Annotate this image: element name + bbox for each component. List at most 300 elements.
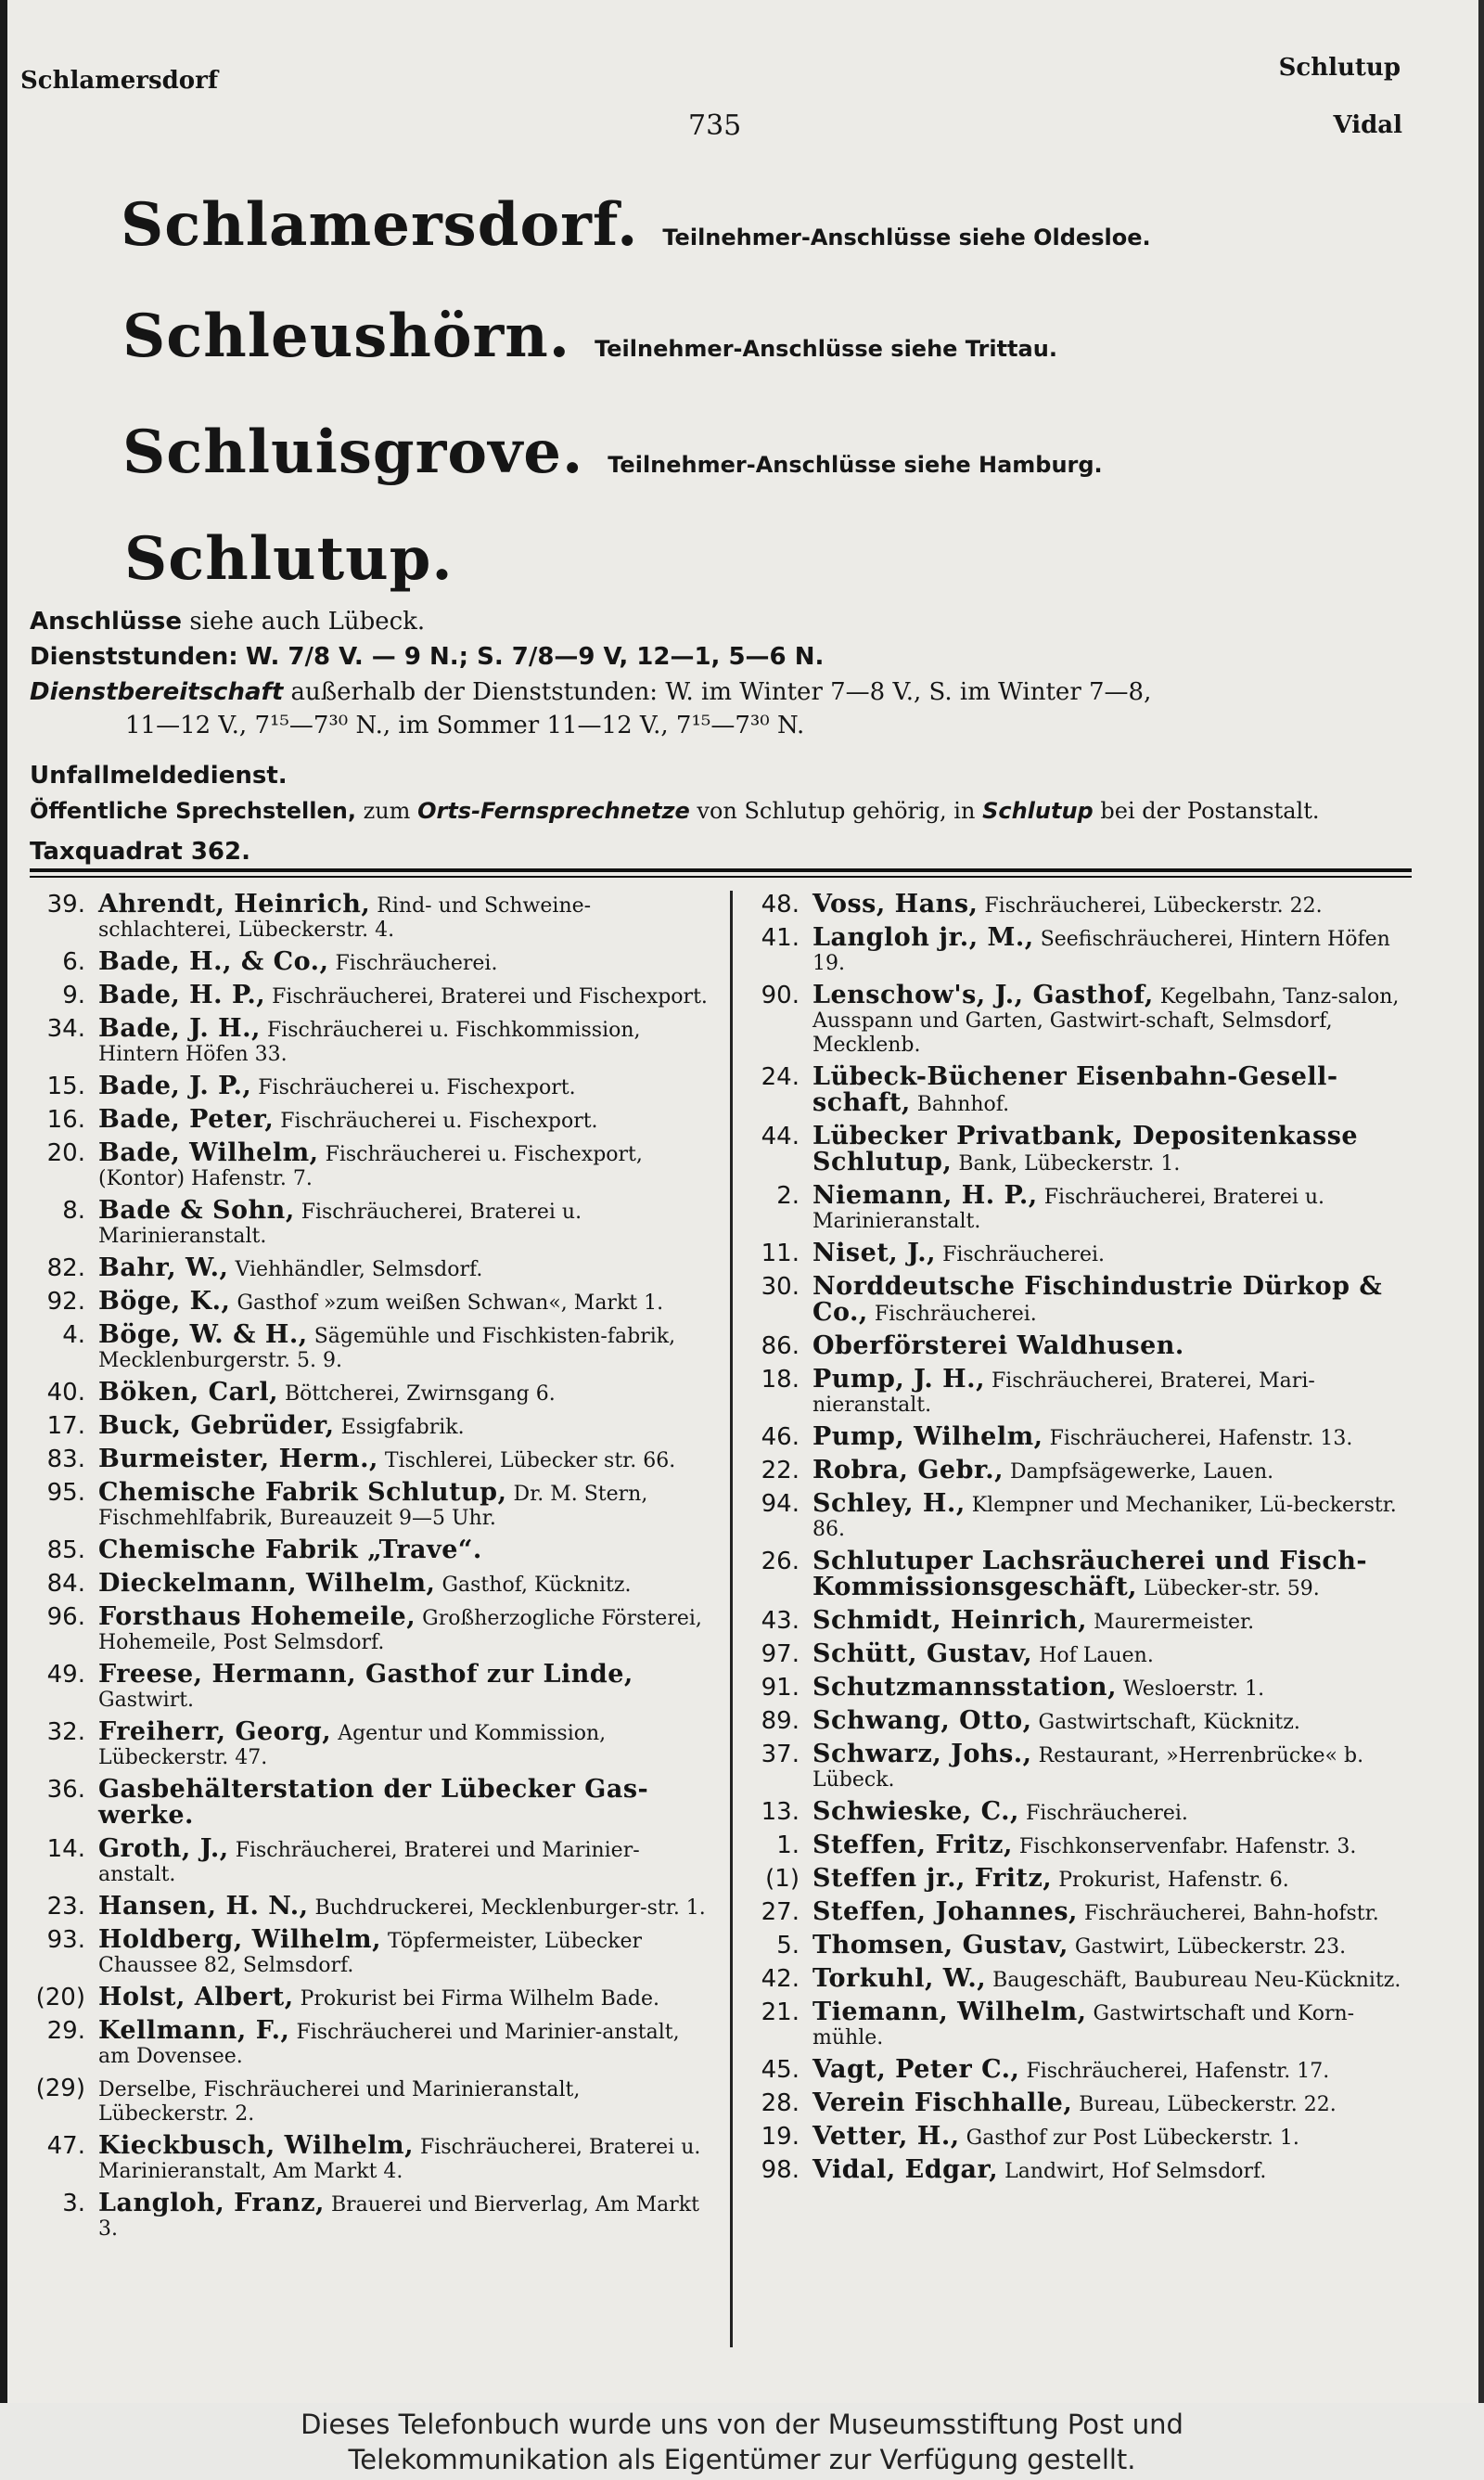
entry-name: Hansen, H. N., [98, 1892, 309, 1921]
page-edge-left [0, 0, 7, 2403]
entry-name: Vidal, Edgar, [812, 2155, 999, 2184]
entry-name: Böge, W. & H., [98, 1320, 308, 1349]
entry-text [98, 1196, 714, 1249]
place-note: Teilnehmer-Anschlüsse siehe Trittau. [595, 336, 1057, 362]
entry-text [812, 1742, 1419, 1793]
entry-description: Fischräucherei, Braterei und Fischexport. [272, 985, 708, 1009]
entry-number: 28. [761, 2089, 800, 2117]
entry-number: 94. [761, 1490, 800, 1518]
entry-text [812, 1864, 1419, 1893]
entry-text [812, 1272, 1419, 1327]
entry-description: Böttcherei, Zwirnsgang 6. [285, 1382, 556, 1406]
info-dienstbereitschaft-continued [125, 709, 1405, 742]
info-anschluesse [30, 605, 1412, 638]
footer-note [0, 2403, 1484, 2480]
entry-text [812, 1241, 1419, 1267]
page-number: 735 [688, 109, 742, 142]
entry-name: Burmeister, Herm., [98, 1445, 378, 1473]
entry-name: Gasbehälterstation der Lübecker Gas-werke. [98, 1775, 649, 1830]
place-name: Schlamersdorf. [121, 190, 639, 260]
entry-text [98, 1834, 714, 1887]
entry-number: 16. [46, 1106, 85, 1134]
directory-entry [28, 1602, 714, 1655]
divider-rule [30, 876, 1412, 878]
entry-number: 93. [46, 1926, 85, 1954]
directory-entry [742, 1706, 1419, 1735]
entry-description: Prokurist bei Firma Wilhelm Bade. [300, 1987, 660, 2011]
info-sprechstellen [30, 794, 1412, 828]
directory-entry [742, 1864, 1419, 1893]
directory-entry [28, 1538, 714, 1564]
info-text: 11—12 V., 7¹⁵—7³⁰ N., im Sommer 11—12 V., 7¹⁵—7³⁰ N. [125, 712, 805, 739]
info-italic: Orts-Fernsprechnetze [417, 798, 690, 824]
directory-entry [742, 2055, 1419, 2084]
directory-entry [28, 1775, 714, 1830]
info-text: außerhalb der Dienststunden: W. im Winter 7—8 V., S. im Winter 7—8, [290, 678, 1152, 706]
entry-text [812, 2088, 1419, 2117]
entry-text [98, 890, 714, 943]
entry-text [98, 1378, 714, 1407]
place-heading [121, 190, 1151, 260]
entry-number: 14. [46, 1835, 85, 1863]
entry-name: Langloh, Franz, [98, 2189, 325, 2217]
entry-number: 1. [776, 1831, 800, 1859]
entry-name: Bade, Wilhelm, [98, 1138, 319, 1167]
entry-description: Agentur und Kommission, Lübeckerstr. 47. [98, 1722, 607, 1769]
entry-name: Schütt, Gustav, [812, 1639, 1033, 1668]
entry-name: Bade, Peter, [98, 1105, 275, 1134]
directory-entry [742, 1931, 1419, 1960]
entry-number: 95. [46, 1479, 85, 1507]
entry-number: 92. [46, 1288, 85, 1316]
entry-number: 42. [761, 1965, 800, 1993]
entry-description: Fischräucherei. [874, 1303, 1037, 1326]
entry-description: Brauerei und Bierverlag, Am Markt 3. [98, 2193, 699, 2241]
footer-line: Telekommunikation als Eigentümer zur Verfügung gestellt. [348, 2444, 1136, 2475]
entry-text [98, 1602, 714, 1655]
entry-description: Gasthof zur Post Lübeckerstr. 1. [966, 2127, 1299, 2150]
directory-entry [28, 1478, 714, 1531]
entry-text [812, 2000, 1419, 2050]
entry-name: Chemische Fabrik Schlutup, [98, 1478, 507, 1507]
entry-name: Langloh jr., M., [812, 923, 1034, 952]
entry-number: 15. [46, 1073, 85, 1100]
entry-name: Pump, Wilhelm, [812, 1422, 1043, 1451]
entry-text [98, 1925, 714, 1978]
entry-description: Prokurist, Hafenstr. 6. [1058, 1869, 1289, 1892]
entry-description: Baugeschäft, Baubureau Neu-Kücknitz. [992, 1969, 1401, 1992]
directory-entry [28, 2076, 714, 2127]
info-dienststunden [30, 640, 1412, 674]
entry-description: Bahnhof. [916, 1093, 1010, 1116]
info-label: Dienststunden: [30, 643, 238, 671]
entry-description: Gastwirtschaft, Kücknitz. [1038, 1711, 1300, 1734]
entry-name: Pump, J. H., [812, 1365, 985, 1394]
entry-name: Oberförsterei Waldhusen. [812, 1331, 1184, 1360]
entry-name: Schlutuper Lachsräucherei und Fisch-Kommissionsgeschäft, [812, 1547, 1368, 1601]
running-head-right-first: Schlutup [1278, 54, 1401, 82]
entry-text [812, 1706, 1419, 1735]
entry-text [98, 1717, 714, 1770]
entry-text [98, 1660, 714, 1713]
entry-text [812, 1331, 1419, 1360]
entry-text [812, 923, 1419, 976]
info-text: bei der Postanstalt. [1100, 798, 1320, 824]
entry-text [98, 2131, 714, 2184]
info-label: Unfallmeldedienst. [30, 762, 288, 790]
directory-entry [28, 1569, 714, 1598]
entry-description: Fischräucherei, Braterei u. Marinieranstalt. [812, 1186, 1325, 1233]
entry-name: Kellmann, F., [98, 2016, 290, 2045]
entry-description: Fischräucherei. [1025, 1802, 1188, 1825]
entry-number: 96. [46, 1603, 85, 1631]
entry-description: Gasthof, Kücknitz. [441, 1574, 632, 1597]
entry-name: Bade, J. H., [98, 1014, 261, 1043]
entry-name: Robra, Gebr., [812, 1456, 1004, 1484]
entry-description: Fischräucherei, Hafenstr. 13. [1049, 1427, 1353, 1450]
entry-description: Buchdruckerei, Mecklenburger-str. 1. [314, 1896, 706, 1920]
info-label: Dienstbereitschaft [30, 678, 284, 706]
entry-text [98, 1014, 714, 1067]
place-name: Schlutup. [124, 524, 454, 594]
directory-entry [28, 1411, 714, 1440]
entry-name: Niemann, H. P., [812, 1181, 1038, 1210]
entry-number: 46. [761, 1423, 800, 1451]
entry-text [98, 1985, 714, 2011]
entry-description: Hof Lauen. [1039, 1644, 1154, 1667]
entry-name: Ahrendt, Heinrich, [98, 890, 371, 919]
entry-description: Klempner und Mechaniker, Lü-beckerstr. 86. [812, 1494, 1397, 1541]
entry-name: Schutzmannsstation, [812, 1673, 1117, 1702]
entry-description: Töpfermeister, Lübecker Chaussee 82, Selmsdorf. [98, 1930, 643, 1977]
info-taxquadrat [30, 835, 1412, 868]
info-italic: Schlutup [982, 798, 1094, 824]
entry-number: 20. [46, 1139, 85, 1167]
entry-number: 18. [761, 1366, 800, 1394]
entry-text [812, 1931, 1419, 1960]
directory-entry [742, 1549, 1419, 1601]
entry-description: Fischräucherei, Braterei, Mari-nieranstalt. [812, 1369, 1315, 1417]
entry-text [812, 1833, 1419, 1859]
entry-text [98, 1105, 714, 1134]
directory-entry [742, 1422, 1419, 1451]
entry-number: 86. [761, 1332, 800, 1360]
entry-text [98, 1569, 714, 1598]
entry-number: 11. [761, 1240, 800, 1267]
directory-entry [742, 2088, 1419, 2117]
directory-column-right [742, 890, 1419, 2191]
entry-text [812, 1639, 1419, 1668]
entry-name: Buck, Gebrüder, [98, 1411, 335, 1440]
directory-entry [742, 1833, 1419, 1859]
entry-description: Fischräucherei, Hafenstr. 17. [1026, 2060, 1330, 2083]
entry-name: Bade & Sohn, [98, 1196, 295, 1225]
directory-entry [742, 1797, 1419, 1826]
entry-description: Sägemühle und Fischkisten-fabrik, Mecklenburgerstr. 5. 9. [98, 1325, 676, 1372]
directory-entry [28, 983, 714, 1009]
entry-name: Chemische Fabrik „Trave“. [98, 1536, 482, 1564]
entry-name: Schwieske, C., [812, 1797, 1019, 1826]
entry-text [812, 1549, 1419, 1601]
entry-number: 43. [761, 1607, 800, 1635]
entry-description: Fischräucherei u. Fischkommission, Hintern Höfen 33. [98, 1019, 641, 1066]
directory-entry [742, 1897, 1419, 1926]
info-text: von Schlutup gehörig, in [697, 798, 976, 824]
entry-name: Freese, Hermann, Gasthof zur Linde, [98, 1660, 633, 1689]
entry-text [812, 2122, 1419, 2151]
entry-number: 23. [46, 1893, 85, 1921]
entry-number: 83. [46, 1446, 85, 1473]
entry-number: 91. [761, 1674, 800, 1702]
place-note: Teilnehmer-Anschlüsse siehe Oldesloe. [662, 225, 1151, 251]
directory-entry [742, 2155, 1419, 2184]
entry-description: Fischräucherei, Bahn-hofstr. [1083, 1902, 1379, 1925]
entry-text [98, 2016, 714, 2069]
entry-description: Bureau, Lübeckerstr. 22. [1079, 2093, 1337, 2116]
entry-name: Torkuhl, W., [812, 1964, 987, 1993]
directory-entry [28, 1660, 714, 1713]
entry-name: Vetter, H., [812, 2122, 960, 2151]
directory-entry [28, 2016, 714, 2069]
entry-number: 2. [776, 1182, 800, 1210]
entry-number: 84. [46, 1570, 85, 1598]
entry-description: Bank, Lübeckerstr. 1. [958, 1152, 1181, 1176]
entry-description: Seefischräucherei, Hintern Höfen 19. [812, 928, 1390, 975]
entry-name: Holst, Albert, [98, 1983, 294, 2011]
entry-name: Verein Fischhalle, [812, 2088, 1073, 2117]
entry-description: Fischräucherei, Braterei und Marinier-anstalt. [98, 1839, 640, 1886]
directory-entry [742, 890, 1419, 919]
footer-line: Dieses Telefonbuch wurde uns von der Museumsstiftung Post und [301, 2409, 1183, 2440]
place-note: Teilnehmer-Anschlüsse siehe Hamburg. [608, 452, 1103, 478]
entry-text [812, 1897, 1419, 1926]
entry-text [812, 1964, 1419, 1993]
directory-entry [742, 1673, 1419, 1702]
directory-entry [28, 1925, 714, 1978]
entry-text [98, 947, 714, 976]
entry-description: Restaurant, »Herrenbrücke« b. Lübeck. [812, 1744, 1364, 1792]
place-name: Schleushörn. [122, 302, 571, 371]
entry-name: Schley, H., [812, 1489, 966, 1518]
directory-entry [742, 1272, 1419, 1327]
entry-number: 49. [46, 1661, 85, 1689]
directory-entry [742, 983, 1419, 1058]
directory-entry [742, 1331, 1419, 1360]
directory-entry [742, 2000, 1419, 2050]
directory-entry [28, 947, 714, 976]
entry-description: Fischräucherei u. Fischexport. [280, 1110, 598, 1133]
directory-entry [28, 1892, 714, 1921]
entry-number: 40. [46, 1379, 85, 1407]
directory-entry [28, 1378, 714, 1407]
directory-entry [28, 1014, 714, 1067]
page-edge-right [1478, 0, 1484, 2403]
info-text: W. 7/8 V. — 9 N.; S. 7/8—9 V, 12—1, 5—6 N. [245, 643, 825, 671]
entry-name: Schmidt, Heinrich, [812, 1606, 1088, 1635]
directory-entry [742, 1489, 1419, 1542]
directory-entry [742, 1639, 1419, 1668]
place-name: Schluisgrove. [122, 418, 584, 487]
entry-description: Wesloerstr. 1. [1122, 1677, 1265, 1701]
entry-text [98, 1447, 714, 1473]
entry-number: 39. [46, 891, 85, 919]
entry-name: Freiherr, Georg, [98, 1717, 332, 1746]
directory-column-left [28, 890, 714, 2249]
entry-number: 47. [46, 2132, 85, 2160]
info-text: zum [363, 798, 411, 824]
entry-description: Fischräucherei, Lübeckerstr. 22. [984, 894, 1323, 918]
entry-name: Groth, J., [98, 1834, 229, 1863]
entry-description: Viehhändler, Selmsdorf. [235, 1258, 483, 1281]
entry-number: 32. [46, 1718, 85, 1746]
info-label: Öffentliche Sprechstellen, [30, 798, 356, 824]
directory-entry [28, 1985, 714, 2011]
entry-number: 8. [62, 1197, 85, 1225]
entry-text [98, 1538, 714, 1564]
entry-name: Niset, J., [812, 1239, 937, 1267]
entry-number: 27. [761, 1898, 800, 1926]
directory-entry [28, 890, 714, 943]
entry-description: Dampfsägewerke, Lauen. [1010, 1460, 1274, 1484]
directory-entry [28, 2191, 714, 2242]
directory-entry [28, 1074, 714, 1100]
entry-text [98, 1287, 714, 1316]
entry-number: 6. [62, 948, 85, 976]
directory-entry [28, 1253, 714, 1282]
directory-entry [28, 1320, 714, 1373]
entry-number: (1) [765, 1865, 800, 1893]
entry-text [812, 983, 1419, 1058]
info-unfallmeldedienst [30, 759, 1412, 792]
entry-description: Dr. M. Stern, Fischmehlfabrik, Bureauzeit 9—5 Uhr. [98, 1483, 648, 1530]
entry-text [812, 1365, 1419, 1418]
directory-entry [742, 1458, 1419, 1484]
entry-name: Lübecker Privatbank, Depositenkasse Schlutup, [812, 1122, 1359, 1176]
entry-text [812, 2155, 1419, 2184]
entry-number: 82. [46, 1254, 85, 1282]
entry-name: Holdberg, Wilhelm, [98, 1925, 382, 1954]
entry-number: 90. [761, 982, 800, 1009]
entry-text [98, 983, 714, 1009]
info-text: siehe auch Lübeck. [189, 608, 426, 636]
entry-number: 3. [62, 2190, 85, 2217]
running-head-right-last: Vidal [1333, 111, 1402, 139]
entry-number: 19. [761, 2123, 800, 2151]
entry-text [812, 1458, 1419, 1484]
directory-entry [742, 1606, 1419, 1635]
entry-number: 4. [62, 1321, 85, 1349]
entry-name: Schwarz, Johs., [812, 1740, 1032, 1768]
entry-description: Fischräucherei, Braterei u. Marinieranstalt. [98, 1201, 582, 1248]
column-divider [730, 891, 733, 2347]
entry-text [812, 1797, 1419, 1826]
entry-text [98, 1478, 714, 1531]
entry-number: 41. [761, 924, 800, 952]
entry-text [98, 2191, 714, 2242]
entry-text [98, 1411, 714, 1440]
directory-entry [28, 1834, 714, 1887]
entry-number: 34. [46, 1015, 85, 1043]
entry-number: 5. [776, 1932, 800, 1960]
entry-number: 13. [761, 1798, 800, 1826]
place-heading [122, 418, 1103, 487]
running-head-left: Schlamersdorf [20, 67, 219, 95]
entry-number: 48. [761, 891, 800, 919]
entry-number: 21. [761, 1998, 800, 2026]
entry-text [812, 1062, 1419, 1117]
entry-number: 9. [62, 982, 85, 1009]
directory-entry [742, 1062, 1419, 1117]
entry-name: Vagt, Peter C., [812, 2055, 1020, 2084]
entry-description: Fischräucherei u. Fischexport, (Kontor) Hafenstr. 7. [98, 1143, 643, 1190]
entry-description: Gastwirtschaft und Korn-mühle. [812, 2002, 1355, 2050]
directory-entry [28, 1717, 714, 1770]
directory-entry [742, 1365, 1419, 1418]
entry-name: Bade, J. P., [98, 1072, 252, 1100]
entry-text [98, 1775, 714, 1830]
entry-description: Gasthof »zum weißen Schwan«, Markt 1. [237, 1291, 664, 1315]
entry-description: Maurermeister. [1094, 1611, 1255, 1634]
entry-text [98, 1320, 714, 1373]
entry-number: 44. [761, 1123, 800, 1150]
entry-name: Bade, H., & Co., [98, 947, 329, 976]
entry-text [812, 1606, 1419, 1635]
entry-name: Voss, Hans, [812, 890, 979, 919]
entry-number: 98. [761, 2156, 800, 2184]
directory-entry [28, 1138, 714, 1191]
entry-number: 36. [46, 1776, 85, 1804]
info-label: Taxquadrat 362. [30, 838, 250, 866]
entry-name: Steffen, Johannes, [812, 1897, 1078, 1926]
entry-description: Großherzogliche Försterei, Hohemeile, Post Selmsdorf. [98, 1607, 702, 1654]
entry-description: Fischräucherei, Braterei u. Marinieranstalt, Am Markt 4. [98, 2136, 701, 2183]
entry-number: 24. [761, 1063, 800, 1091]
entry-name: Bahr, W., [98, 1253, 229, 1282]
entry-description: Lübecker-str. 59. [1144, 1577, 1320, 1600]
entry-number: 17. [46, 1412, 85, 1440]
entry-description: Fischräucherei u. Fischexport. [258, 1076, 576, 1099]
entry-number: 30. [761, 1273, 800, 1301]
entry-text [812, 1489, 1419, 1542]
entry-description: Fischräucherei und Marinier-anstalt, am Dovensee. [98, 2021, 680, 2068]
directory-entry [742, 1241, 1419, 1267]
directory-entry [742, 1964, 1419, 1993]
directory-entry [28, 1287, 714, 1316]
entry-text [812, 1422, 1419, 1451]
entry-description: Kegelbahn, Tanz-salon, Ausspann und Garten, Gastwirt-schaft, Selmsdorf, Mecklenb. [812, 985, 1400, 1057]
entry-name: Tiemann, Wilhelm, [812, 1998, 1087, 2026]
entry-description: Fischkonservenfabr. Hafenstr. 3. [1018, 1835, 1357, 1858]
info-dienstbereitschaft [30, 675, 1412, 709]
entry-text [98, 1253, 714, 1282]
entry-name: Norddeutsche Fischindustrie Dürkop & Co., [812, 1272, 1383, 1327]
directory-entry [742, 1742, 1419, 1793]
directory-entry [742, 1181, 1419, 1234]
directory-entry [28, 1196, 714, 1249]
entry-number: 37. [761, 1741, 800, 1768]
entry-text [98, 1892, 714, 1921]
entry-description: Fischräucherei. [942, 1243, 1106, 1266]
directory-entry [742, 1124, 1419, 1176]
entry-name: Bade, H. P., [98, 981, 266, 1009]
entry-description: Essigfabrik. [340, 1416, 465, 1439]
entry-number: 45. [761, 2056, 800, 2084]
entry-text [98, 2076, 714, 2127]
entry-number: (29) [35, 2075, 85, 2102]
entry-name: Schwang, Otto, [812, 1706, 1032, 1735]
entry-text [812, 1181, 1419, 1234]
entry-text [98, 1074, 714, 1100]
